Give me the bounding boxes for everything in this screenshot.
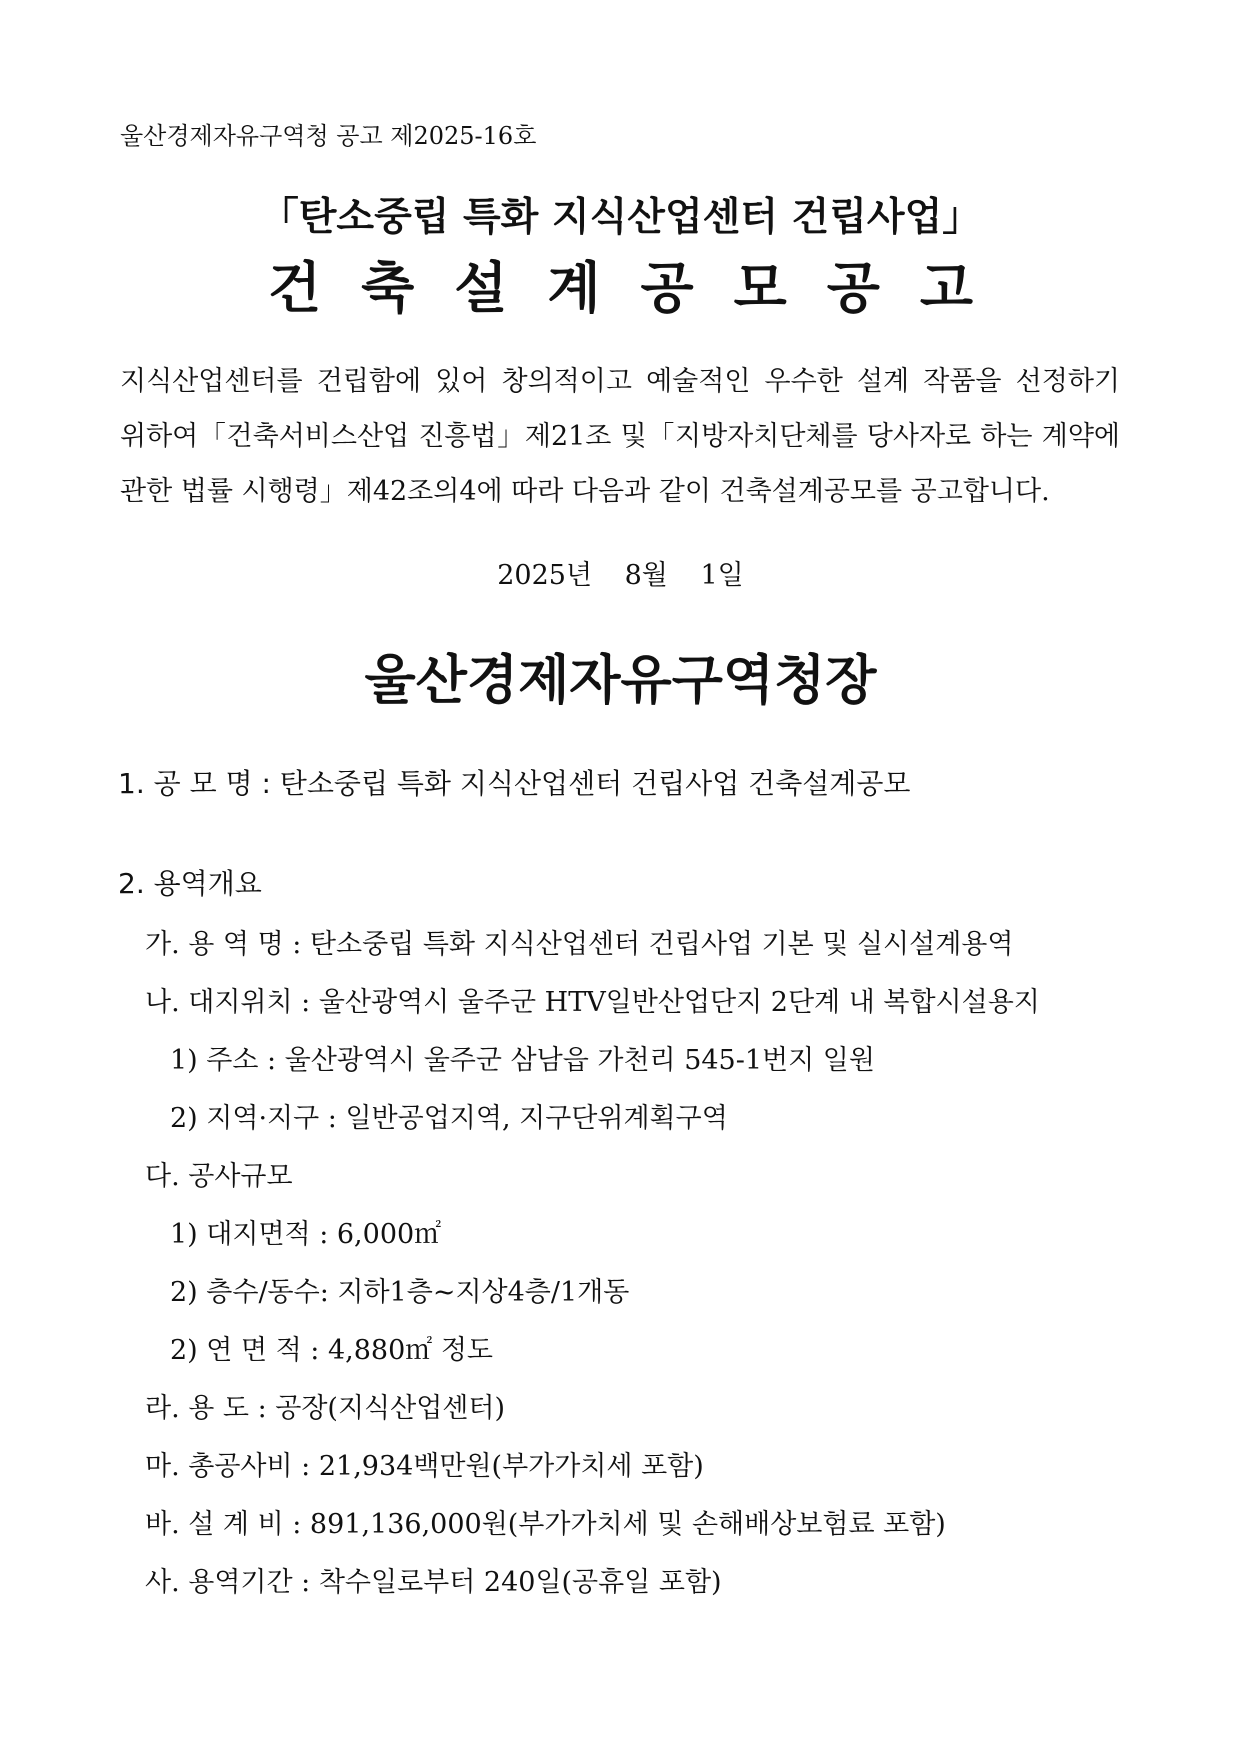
intro-line: 위하여「건축서비스산업 진흥법」제21조 및「지방자치단체를 당사자로 하는 계약에 — [120, 421, 1120, 452]
section-contest-name: 1. 공 모 명 : 탄소중립 특화 지식산업센터 건립사업 건축설계공모 — [118, 767, 911, 800]
date-day: 1일 — [700, 560, 744, 591]
notice-date — [0, 553, 1241, 592]
item-site-area: 1) 대지면적 : 6,000㎡ — [170, 1219, 442, 1250]
intro-line: 지식산업센터를 건립함에 있어 창의적이고 예술적인 우수한 설계 작품을 선정하기 — [120, 366, 1120, 397]
item-use: 라. 용 도 : 공장(지식산업센터) — [145, 1393, 505, 1424]
item-design-fee: 바. 설 계 비 : 891,136,000원(부가가치세 및 손해배상보험료 포함) — [145, 1509, 946, 1540]
item-service-name: 가. 용 역 명 : 탄소중립 특화 지식산업센터 건립사업 기본 및 실시설계용역 — [145, 929, 1014, 960]
item-site-location: 나. 대지위치 : 울산광역시 울주군 HTV일반산업단지 2단계 내 복합시설용지 — [145, 987, 1040, 1018]
item-zoning: 2) 지역·지구 : 일반공업지역, 지구단위계획구역 — [170, 1103, 728, 1134]
date-month: 8월 — [624, 560, 668, 591]
item-floors: 2) 층수/동수: 지하1층~지상4층/1개동 — [170, 1277, 630, 1308]
issuer-name: 울산경제자유구역청장 — [364, 650, 877, 711]
intro-paragraph — [120, 354, 1120, 519]
item-service-period: 사. 용역기간 : 착수일로부터 240일(공휴일 포함) — [145, 1567, 722, 1598]
notice-number: 울산경제자유구역청 공고 제2025-16호 — [120, 122, 537, 150]
section-overview-heading: 2. 용역개요 — [118, 867, 262, 900]
intro-line: 관한 법률 시행령」제42조의4에 따라 다음과 같이 건축설계공모를 공고합니다. — [120, 476, 1050, 507]
item-construction-scale: 다. 공사규모 — [145, 1161, 293, 1192]
date-year: 2025년 — [497, 560, 593, 591]
document-title: 건축설계공모공고 — [267, 256, 1014, 320]
project-title: 「탄소중립 특화 지식산업센터 건립사업」 — [259, 195, 982, 240]
item-address: 1) 주소 : 울산광역시 울주군 삼남읍 가천리 545-1번지 일원 — [170, 1045, 875, 1076]
item-gross-floor-area: 2) 연 면 적 : 4,880㎡ 정도 — [170, 1335, 494, 1366]
item-total-cost: 마. 총공사비 : 21,934백만원(부가가치세 포함) — [145, 1451, 704, 1482]
